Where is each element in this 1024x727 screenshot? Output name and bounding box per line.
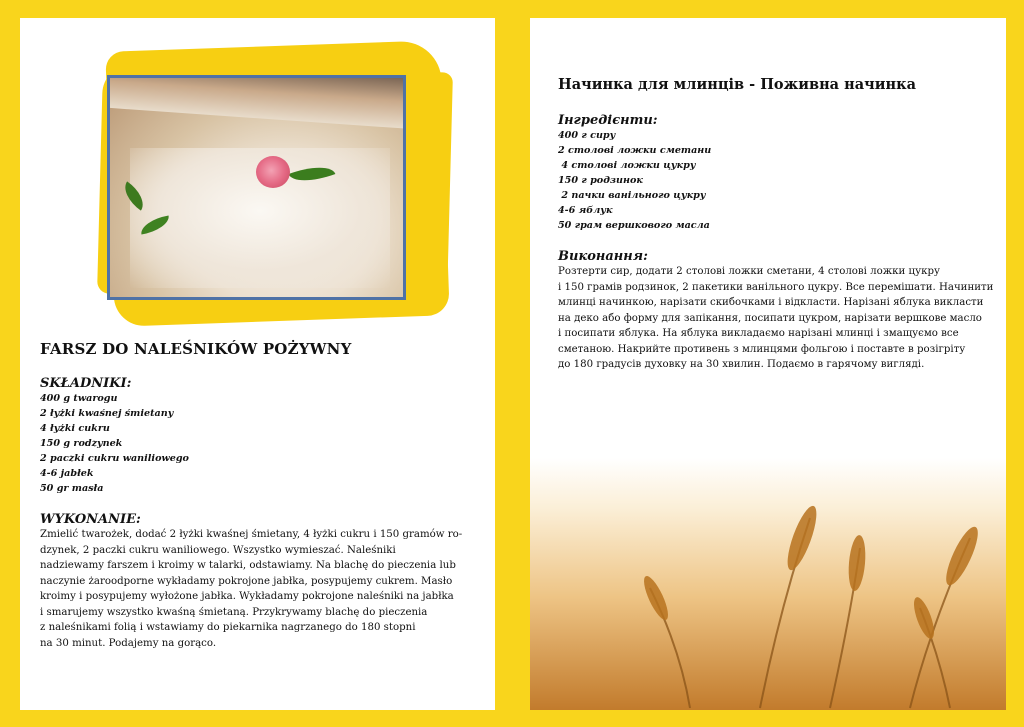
ingredients-heading: Інгредієнти: <box>558 113 658 128</box>
recipe-title-ua: Начинка для млинців - Поживна начинка <box>558 76 916 93</box>
ingredient-item: 2 łyżki kwaśnej śmietany <box>40 408 174 419</box>
ingredient-item: 50 gr masła <box>40 483 104 494</box>
ingredient-item: 50 грам вершкового масла <box>558 220 710 231</box>
ingredients-list <box>40 391 480 496</box>
ingredients-heading: SKŁADNIKI: <box>40 376 132 391</box>
method-heading: WYKONANIE: <box>40 512 141 527</box>
method-text: Zmielić twarożek, dodać 2 łyżki kwaśnej śmietany, 4 łyżki cukru i 150 gramów ro- dzynek, 2 paczki cukru waniliowego. Wszystko wymieszać. Naleśniki nadziewamy farszem i kroimy w talarki, odstawiamy. Na blachę do pieczenia lub naczynie żaroodporne wykładamy pokrojone jabłka, posypujemy cukrem. Masło kroimy i posypujemy wyłożone jabłka. Wykładamy pokrojone naleśniki na jabłka i smarujemy wszystko kwaśną śmietaną. Przykrywamy blachę do pieczenia z naleśnikami folią i wstawiamy do piekarnika nagrzanego do 180 stopni na 30 minut. Podajemy na gorąco. <box>40 529 463 649</box>
recipe-title-pl: FARSZ DO NALEŚNIKÓW POŻYWNY <box>40 340 352 358</box>
baking-dish-edge <box>107 75 406 129</box>
ingredient-item: 2 paczki cukru waniliowego <box>40 453 189 464</box>
method-section-pl <box>40 512 470 651</box>
ingredient-item: 400 g twarogu <box>40 393 118 404</box>
ingredient-item: 400 г сиру <box>558 130 616 141</box>
ingredient-item: 2 пачки ванільного цукру <box>558 190 706 201</box>
ingredient-item: 150 g rodzynek <box>40 438 123 449</box>
method-heading: Виконання: <box>558 249 648 264</box>
ingredient-item: 2 столові ложки сметани <box>558 145 712 156</box>
rose-garnish-icon <box>256 156 290 188</box>
left-page <box>20 18 495 710</box>
ingredient-item: 4 łyżki cukru <box>40 423 110 434</box>
ingredients-list <box>558 128 998 233</box>
ingredient-item: 4-6 jabłek <box>40 468 94 479</box>
pancake-dish-photo <box>107 75 406 300</box>
right-page <box>530 18 1006 710</box>
wheat-field-image <box>530 458 1006 710</box>
method-section-ua <box>558 249 998 373</box>
method-text: Розтерти сир, додати 2 столові ложки сметани, 4 столові ложки цукру і 150 грамів родзинок, 2 пакетики ванільного цукру. Все перемішати. Начинити млинці начинкою, нарізати скибочками і відкласти. Нарізані яблука викласти на деко або форму для запікання, посипати цукром, нарізати вершкове масло і посипати яблука. На яблука викладаємо нарізані млинці і змащуємо все сметаною. Накрийте противень з млинцями фольгою і поставте в розігріту до 180 градусів духовку на 30 хвилин. Подаємо в гарячому вигляді. <box>558 266 994 370</box>
wheat-stalks-icon <box>530 458 1006 710</box>
ingredients-section-ua <box>558 113 998 233</box>
ingredient-item: 4-6 яблук <box>558 205 613 216</box>
ingredients-section-pl <box>40 376 480 496</box>
ingredient-item: 150 г родзинок <box>558 175 643 186</box>
ingredient-item: 4 столові ложки цукру <box>558 160 696 171</box>
